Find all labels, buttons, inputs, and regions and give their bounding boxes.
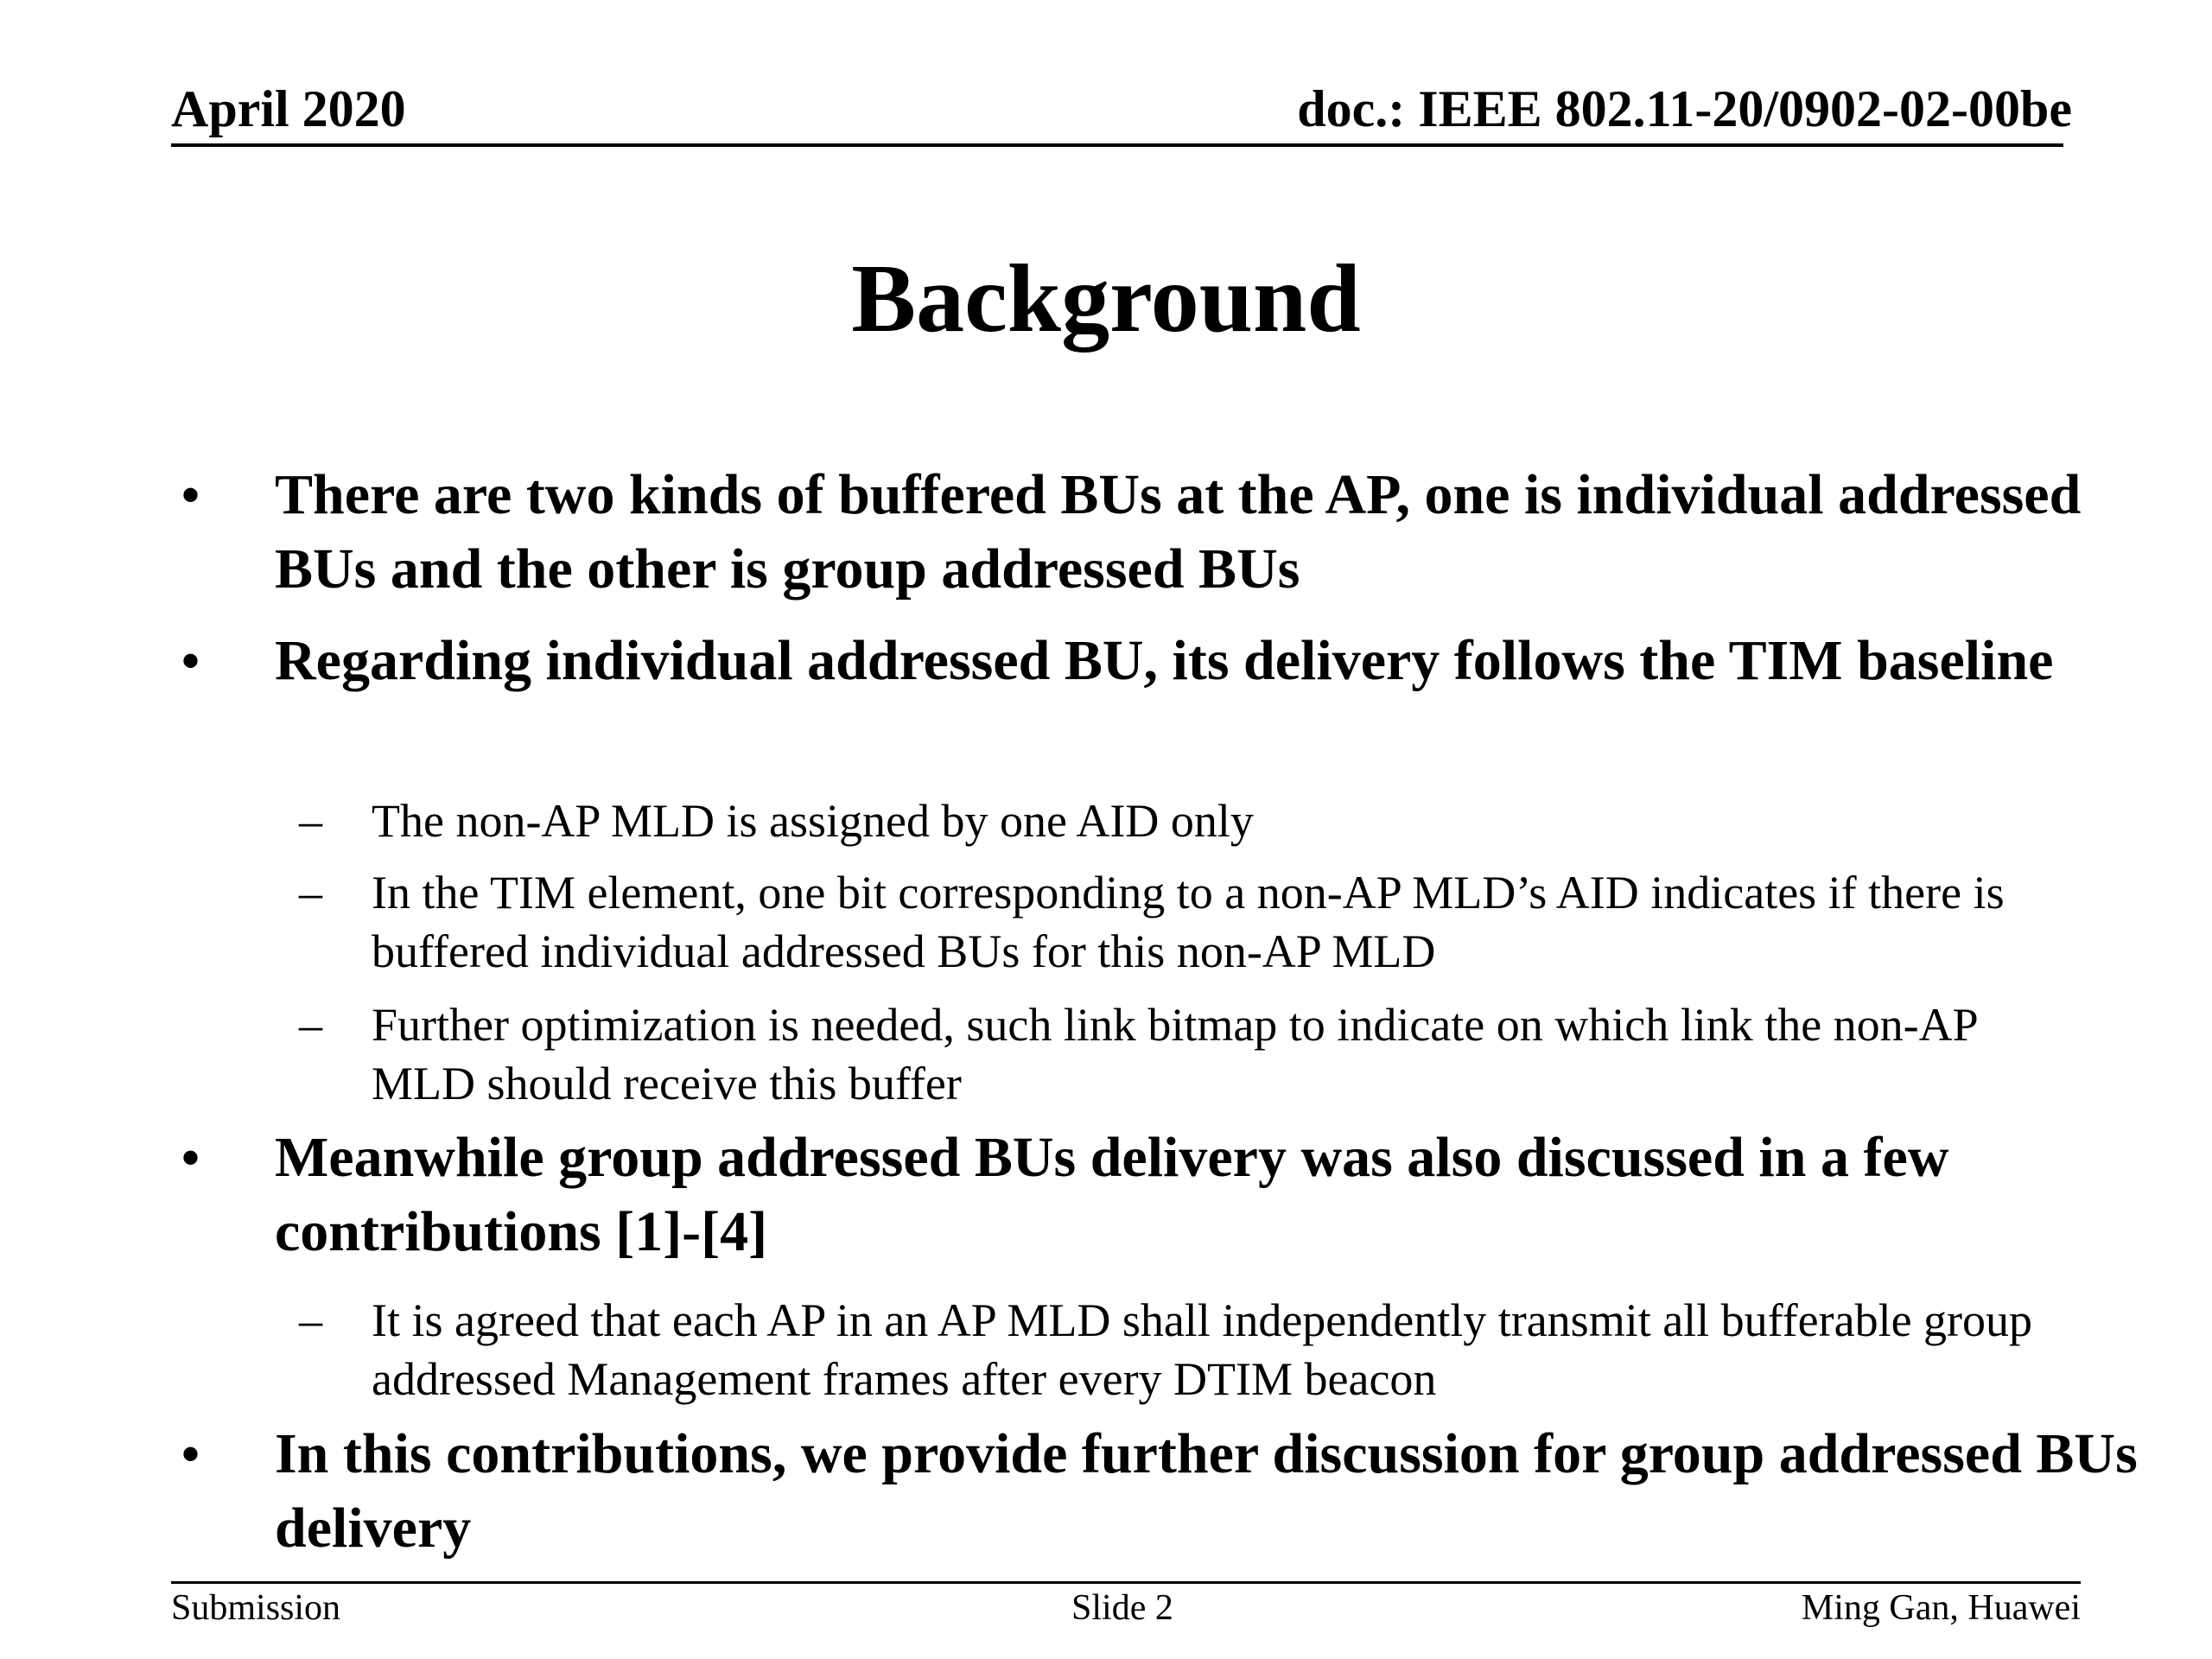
- bullet-marker: •: [181, 467, 200, 524]
- footer-slide-number: Slide 2: [1071, 1588, 1173, 1628]
- header-date: April 2020: [171, 80, 406, 137]
- bullet-marker: •: [181, 1426, 200, 1483]
- footer-author: Ming Gan, Huawei: [1801, 1588, 2081, 1628]
- bullet-text: In this contributions, we provide further discussion for group addressed BUs delivery: [275, 1422, 2138, 1560]
- footer-divider: [171, 1581, 2081, 1584]
- sub-marker: –: [299, 795, 322, 847]
- slide-title: Background: [851, 245, 1361, 353]
- bullet-text: Meanwhile group addressed BUs delivery was also discussed in a few contributions [1]-[4]: [275, 1126, 1949, 1263]
- sub-text: In the TIM element, one bit corresponding to a non-AP MLD’s AID indicates if there is buffered individual addressed BUs for this non-AP MLD: [372, 867, 2005, 977]
- sub-marker: –: [299, 1294, 322, 1346]
- footer-submission: Submission: [171, 1588, 341, 1628]
- sub-text: It is agreed that each AP in an AP MLD shall independently transmit all bufferable group addressed Management frames after every DTIM beacon: [372, 1294, 2033, 1405]
- bullet-marker: •: [181, 632, 200, 690]
- header-doc-id: doc.: IEEE 802.11-20/0902-02-00be: [1297, 80, 2072, 137]
- bullet-text: Regarding individual addressed BU, its delivery follows the TIM baseline: [275, 629, 2054, 692]
- bullet-text: There are two kinds of buffered BUs at the AP, one is individual addressed BUs and the other is group addressed BUs: [275, 463, 2082, 601]
- sub-marker: –: [299, 999, 322, 1051]
- sub-text: The non-AP MLD is assigned by one AID only: [372, 795, 1254, 847]
- bullet-marker: •: [181, 1129, 200, 1186]
- sub-text: Further optimization is needed, such link bitmap to indicate on which link the non-AP MLD should receive this buffer: [372, 999, 1977, 1109]
- sub-marker: –: [299, 867, 322, 918]
